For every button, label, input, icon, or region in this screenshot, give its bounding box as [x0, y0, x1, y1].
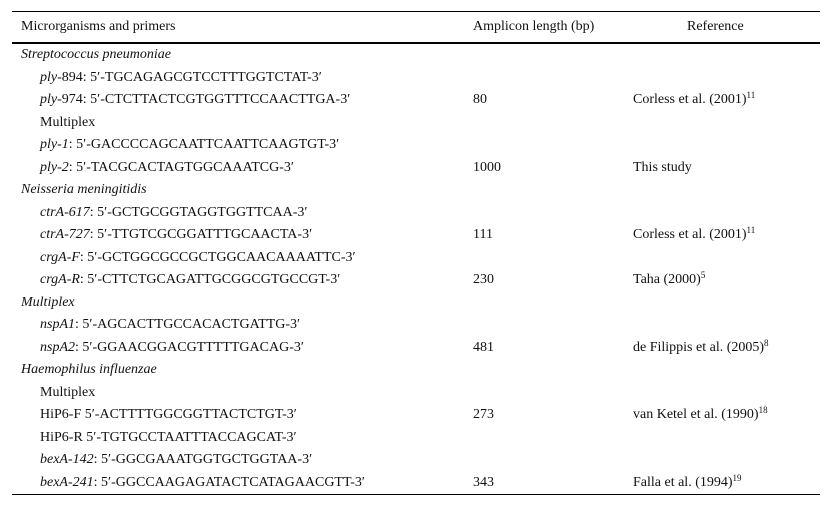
- reference-cell: [633, 337, 769, 356]
- table-top-rule: [12, 11, 820, 12]
- table-row: [12, 292, 820, 314]
- reference-text: van Ketel et al. (1990): [633, 407, 759, 422]
- primer-name: ply: [40, 92, 58, 107]
- primer-name: ply-1: [40, 137, 69, 152]
- primer-sequence: : 5′-GACCCCAGCAATTCAATTCAAGTGT-3′: [68, 137, 340, 152]
- reference-citation-number: 11: [746, 90, 756, 100]
- reference-text: Taha (2000): [633, 272, 701, 287]
- primer-sequence: : 5′-TACGCACTAGTGGCAAATCG-3′: [68, 159, 294, 175]
- table-row: [12, 269, 820, 291]
- table-row: [12, 247, 820, 269]
- primer-name: bexA-142: [40, 452, 94, 467]
- group-heading: Streptococcus pneumoniae: [21, 47, 171, 62]
- reference-cell: [633, 472, 742, 491]
- reference-citation-number: 19: [732, 472, 742, 483]
- primer-cell: HiP6-R 5′-TGTGCCTAATTTACCAGCAT-3′: [40, 429, 297, 445]
- table-row: [12, 44, 820, 66]
- primer-name: ctrA-617: [40, 204, 90, 220]
- group-heading: Haemophilus influenzae: [21, 362, 157, 377]
- reference-text: Corless et al. (2001): [633, 227, 747, 242]
- amplicon-length-cell: 481: [473, 339, 494, 355]
- amplicon-length-cell: 273: [473, 407, 494, 422]
- primer-sequence: : 5′-TTGTCGCGGATTTGCAACTA-3′: [89, 227, 313, 242]
- table-row: [12, 359, 820, 381]
- primer-name: crgA-R: [40, 272, 80, 287]
- primer-sequence: : 5′-TGCAGAGCGTCCTTTGGTCTAT-3′: [82, 69, 322, 85]
- reference-text: Corless et al. (2001): [633, 92, 747, 107]
- primer-cell: [40, 272, 340, 288]
- group-heading: Multiplex: [21, 294, 75, 310]
- amplicon-length-cell: 111: [473, 227, 493, 242]
- primer-sequence: : 5′-GCTGGCGCCGCTGGCAACAAAATTC-3′: [79, 249, 356, 265]
- amplicon-length-cell: 80: [473, 92, 487, 107]
- reference-cell: [633, 272, 705, 288]
- primer-sequence: : 5′-GCTGCGGTAGGTGGTTCAA-3′: [89, 204, 308, 220]
- table-row: [12, 224, 820, 246]
- amplicon-length-cell: 230: [473, 272, 494, 287]
- primer-table: [12, 11, 820, 495]
- table-row: [12, 179, 820, 201]
- amplicon-length-cell: 1000: [473, 159, 501, 175]
- table-row: [12, 157, 820, 179]
- primer-cell: [40, 250, 356, 266]
- header-amplicon-length: Amplicon length (bp): [473, 19, 595, 34]
- primer-cell: [40, 227, 312, 243]
- reference-cell: [633, 92, 755, 108]
- primer-number: -974: [57, 92, 83, 107]
- primer-cell: [40, 452, 312, 468]
- primer-cell: [40, 475, 365, 491]
- header-reference: Reference: [687, 19, 744, 34]
- header-microorganisms-primers: Microrganisms and primers: [21, 19, 176, 34]
- table-row: [12, 67, 820, 89]
- amplicon-length-cell: 343: [473, 474, 494, 490]
- table-row: [12, 134, 820, 156]
- group-heading: Neisseria meningitidis: [21, 182, 147, 197]
- reference-text: de Filippis et al. (2005): [633, 339, 765, 355]
- primer-number: -894: [57, 69, 83, 85]
- primer-sequence: : 5′-CTCTTACTCGTGGTTTCCAACTTGA-3′: [82, 92, 351, 107]
- primer-cell: [40, 92, 350, 108]
- reference-cell: [633, 227, 755, 243]
- primer-name: ply-2: [40, 159, 69, 175]
- primer-cell: [40, 137, 339, 153]
- reference-citation-number: 5: [700, 270, 706, 280]
- reference-text: Falla et al. (1994): [633, 474, 733, 490]
- table-row: [12, 314, 820, 336]
- primer-cell: Multiplex: [40, 384, 96, 400]
- table-row: [12, 427, 820, 449]
- primer-name: crgA-F: [40, 249, 80, 265]
- table-row: [12, 382, 820, 404]
- primer-name: nspA1: [40, 317, 75, 332]
- table-row: [12, 112, 820, 134]
- primer-cell: [40, 205, 307, 221]
- primer-cell: [40, 317, 300, 333]
- reference-text: This study: [633, 159, 692, 175]
- primer-cell: Multiplex: [40, 114, 96, 130]
- reference-citation-number: 18: [758, 405, 768, 415]
- table-row: [12, 202, 820, 224]
- primer-cell: [40, 160, 294, 176]
- reference-cell: [633, 407, 768, 423]
- primer-sequence: : 5′-CTTCTGCAGATTGCGGCGTGCCGT-3′: [79, 272, 341, 287]
- primer-sequence: : 5′-AGCACTTGCCACACTGATTG-3′: [75, 317, 301, 332]
- primer-name: bexA-241: [40, 474, 94, 490]
- table-row: [12, 337, 820, 359]
- primer-sequence: : 5′-GGAACGGACGTTTTTGACAG-3′: [75, 339, 304, 355]
- primer-cell: [40, 70, 322, 86]
- reference-citation-number: 8: [764, 337, 769, 348]
- table-bottom-rule: [12, 494, 820, 495]
- table-row: [12, 472, 820, 494]
- primer-cell: HiP6-F 5′-ACTTTTGGCGGTTACTCTGT-3′: [40, 407, 297, 422]
- primer-sequence: : 5′-GGCGAAATGGTGCTGGTAA-3′: [93, 452, 313, 467]
- reference-citation-number: 11: [746, 225, 756, 235]
- table-row: [12, 404, 820, 426]
- primer-sequence: : 5′-GGCCAAGAGATACTCATAGAACGTT-3′: [93, 474, 365, 490]
- reference-cell: [633, 160, 692, 176]
- primer-name: ply: [40, 69, 58, 85]
- primer-name: ctrA-727: [40, 227, 90, 242]
- primer-name: nspA2: [40, 339, 75, 355]
- table-row: [12, 89, 820, 111]
- table-row: [12, 449, 820, 471]
- primer-cell: [40, 340, 304, 356]
